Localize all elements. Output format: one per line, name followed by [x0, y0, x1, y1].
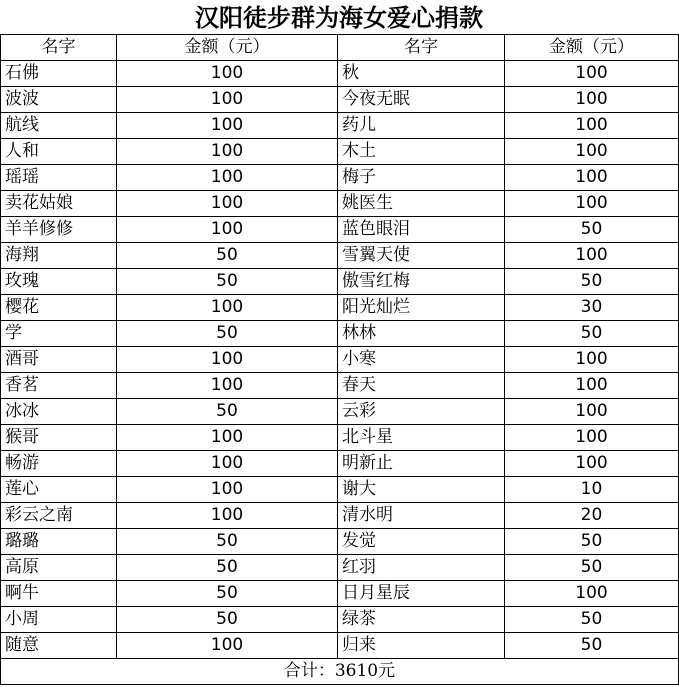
donor-amount-left: 100 — [117, 191, 338, 217]
header-row — [1, 35, 679, 61]
donor-amount-right: 30 — [505, 295, 679, 321]
donor-name-right: 林林 — [338, 321, 505, 347]
table-row — [1, 139, 679, 165]
donor-amount-right: 100 — [505, 87, 679, 113]
donor-name-right: 清水明 — [338, 503, 505, 529]
table-row — [1, 581, 679, 607]
header-name-right: 名字 — [338, 35, 505, 61]
donor-name-left: 随意 — [1, 633, 117, 659]
donor-amount-right: 50 — [505, 607, 679, 633]
table-row — [1, 503, 679, 529]
donor-amount-left: 100 — [117, 165, 338, 191]
donor-amount-right: 100 — [505, 113, 679, 139]
donor-name-left: 高原 — [1, 555, 117, 581]
donor-amount-right: 50 — [505, 217, 679, 243]
donor-name-right: 雪翼天使 — [338, 243, 505, 269]
table-row — [1, 477, 679, 503]
donor-amount-right: 100 — [505, 347, 679, 373]
donor-amount-left: 100 — [117, 295, 338, 321]
donor-amount-right: 100 — [505, 139, 679, 165]
donor-name-right: 姚医生 — [338, 191, 505, 217]
donor-name-left: 璐璐 — [1, 529, 117, 555]
donor-name-left: 猴哥 — [1, 425, 117, 451]
table-row — [1, 217, 679, 243]
donor-name-right: 红羽 — [338, 555, 505, 581]
donor-name-left: 学 — [1, 321, 117, 347]
table-row — [1, 87, 679, 113]
donor-name-right: 北斗星 — [338, 425, 505, 451]
donor-name-left: 海翔 — [1, 243, 117, 269]
donor-amount-left: 100 — [117, 373, 338, 399]
donor-name-left: 玫瑰 — [1, 269, 117, 295]
donor-name-left: 瑶瑶 — [1, 165, 117, 191]
donor-amount-left: 50 — [117, 269, 338, 295]
donor-amount-right: 100 — [505, 165, 679, 191]
donor-name-right: 谢大 — [338, 477, 505, 503]
donor-name-left: 莲心 — [1, 477, 117, 503]
sheet-title: 汉阳徒步群为海女爱心捐款 — [195, 3, 483, 32]
donor-amount-right: 50 — [505, 321, 679, 347]
total-row — [1, 659, 679, 685]
table-row — [1, 607, 679, 633]
donor-amount-left: 50 — [117, 581, 338, 607]
donor-amount-right: 50 — [505, 529, 679, 555]
donor-amount-left: 50 — [117, 243, 338, 269]
donation-table — [0, 34, 679, 685]
donor-amount-left: 100 — [117, 113, 338, 139]
donor-name-left: 航线 — [1, 113, 117, 139]
donor-name-right: 日月星辰 — [338, 581, 505, 607]
table-row — [1, 451, 679, 477]
donor-amount-right: 100 — [505, 451, 679, 477]
donor-name-right: 傲雪红梅 — [338, 269, 505, 295]
donor-amount-right: 100 — [505, 581, 679, 607]
donor-amount-right: 20 — [505, 503, 679, 529]
donor-amount-right: 50 — [505, 633, 679, 659]
header-amount-left: 金额（元） — [117, 35, 338, 61]
donor-amount-left: 50 — [117, 399, 338, 425]
table-row — [1, 321, 679, 347]
donor-amount-right: 10 — [505, 477, 679, 503]
donor-amount-right: 100 — [505, 191, 679, 217]
donor-amount-right: 50 — [505, 555, 679, 581]
donor-amount-left: 50 — [117, 529, 338, 555]
donor-name-right: 小寒 — [338, 347, 505, 373]
donor-name-right: 明新止 — [338, 451, 505, 477]
table-row — [1, 373, 679, 399]
donor-amount-left: 100 — [117, 633, 338, 659]
donor-amount-left: 100 — [117, 347, 338, 373]
table-row — [1, 555, 679, 581]
table-row — [1, 633, 679, 659]
table-row — [1, 425, 679, 451]
donor-amount-left: 100 — [117, 477, 338, 503]
donor-name-right: 梅子 — [338, 165, 505, 191]
donor-name-right: 秋 — [338, 61, 505, 87]
donor-name-left: 彩云之南 — [1, 503, 117, 529]
table-row — [1, 243, 679, 269]
table-row — [1, 269, 679, 295]
donor-name-right: 阳光灿烂 — [338, 295, 505, 321]
donor-name-right: 绿茶 — [338, 607, 505, 633]
donor-name-right: 药儿 — [338, 113, 505, 139]
donor-name-left: 香茗 — [1, 373, 117, 399]
table-row — [1, 295, 679, 321]
donor-name-right: 蓝色眼泪 — [338, 217, 505, 243]
donor-amount-left: 50 — [117, 555, 338, 581]
donor-amount-left: 100 — [117, 87, 338, 113]
table-row — [1, 191, 679, 217]
donor-amount-right: 100 — [505, 425, 679, 451]
donor-amount-right: 100 — [505, 61, 679, 87]
donor-name-left: 人和 — [1, 139, 117, 165]
table-row — [1, 61, 679, 87]
donor-name-right: 云彩 — [338, 399, 505, 425]
donor-name-left: 樱花 — [1, 295, 117, 321]
donor-amount-right: 100 — [505, 399, 679, 425]
donor-amount-left: 50 — [117, 607, 338, 633]
donor-amount-left: 100 — [117, 425, 338, 451]
table-row — [1, 529, 679, 555]
donor-name-left: 石佛 — [1, 61, 117, 87]
donor-amount-right: 100 — [505, 243, 679, 269]
donor-name-left: 冰冰 — [1, 399, 117, 425]
donor-amount-left: 100 — [117, 61, 338, 87]
header-amount-right: 金额（元） — [505, 35, 679, 61]
total-amount: 合计：3610元 — [1, 659, 679, 685]
table-row — [1, 165, 679, 191]
donor-amount-left: 50 — [117, 321, 338, 347]
donor-name-right: 发觉 — [338, 529, 505, 555]
donor-amount-left: 100 — [117, 451, 338, 477]
donor-amount-left: 100 — [117, 217, 338, 243]
donor-amount-left: 100 — [117, 503, 338, 529]
header-name-left: 名字 — [1, 35, 117, 61]
donor-name-left: 羊羊修修 — [1, 217, 117, 243]
donor-name-right: 归来 — [338, 633, 505, 659]
donor-amount-right: 50 — [505, 269, 679, 295]
donor-name-left: 小周 — [1, 607, 117, 633]
donor-name-left: 畅游 — [1, 451, 117, 477]
donor-amount-right: 100 — [505, 373, 679, 399]
donor-amount-left: 100 — [117, 139, 338, 165]
table-row — [1, 113, 679, 139]
table-row — [1, 399, 679, 425]
table-row — [1, 347, 679, 373]
donor-name-right: 木土 — [338, 139, 505, 165]
donor-name-right: 今夜无眠 — [338, 87, 505, 113]
donor-name-left: 波波 — [1, 87, 117, 113]
donor-name-left: 卖花姑娘 — [1, 191, 117, 217]
donor-name-right: 春天 — [338, 373, 505, 399]
donor-name-left: 酒哥 — [1, 347, 117, 373]
donor-name-left: 啊牛 — [1, 581, 117, 607]
